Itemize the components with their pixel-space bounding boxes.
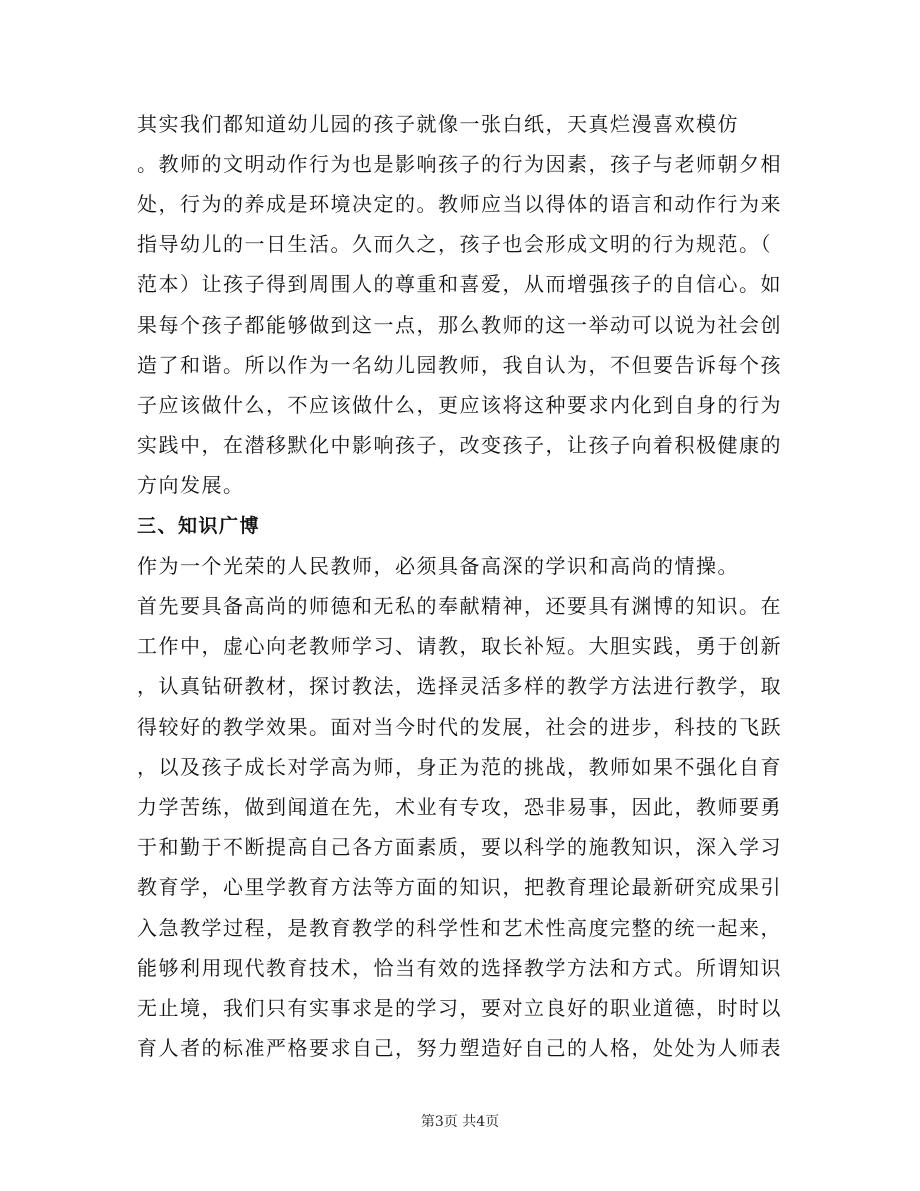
- paragraph-line: 指导幼儿的一日生活。久而久之，孩子也会形成文明的行为规范。（: [137, 232, 772, 256]
- section-heading: 三、知识广博: [137, 515, 261, 537]
- paragraph-line: 子应该做什么，不应该做什么，更应该将这种要求内化到自身的行为: [137, 393, 782, 417]
- paragraph-line: 首先要具备高尚的师德和无私的奉献精神，还要具有渊博的知识。在: [137, 594, 782, 618]
- paragraph-line: 方向发展。: [137, 473, 245, 497]
- paragraph-line: 果每个孩子都能够做到这一点，那么教师的这一举动可以说为社会创: [137, 313, 782, 337]
- paragraph-line: ，以及孩子成长对学高为师，身正为范的挑战，教师如果不强化自育: [137, 755, 782, 779]
- paragraph-line: 育人者的标准严格要求自己，努力塑造好自己的人格，处处为人师表: [137, 1036, 782, 1060]
- paragraph-line: 。教师的文明动作行为也是影响孩子的行为因素，孩子与老师朝夕相: [137, 152, 782, 176]
- paragraph-line: 造了和谐。所以作为一名幼儿园教师，我自认为，不但要告诉每个孩: [137, 353, 782, 377]
- paragraph-line: 能够利用现代教育技术，恰当有效的选择教学方法和方式。所谓知识: [137, 956, 782, 980]
- paragraph-line: 作为一个光荣的人民教师，必须具备高深的学识和高尚的情操。: [137, 554, 739, 578]
- paragraph-line: 于和勤于不断提高自己各方面素质，要以科学的施教知识，深入学习: [137, 835, 782, 859]
- paragraph-line: 实践中，在潜移默化中影响孩子，改变孩子，让孩子向着积极健康的: [137, 433, 782, 457]
- paragraph-line: 教育学，心里学教育方法等方面的知识，把教育理论最新研究成果引: [137, 875, 782, 899]
- paragraph-line: 工作中，虚心向老教师学习、请教，取长补短。大胆实践，勇于创新: [137, 634, 782, 658]
- paragraph-line: 处，行为的养成是环境决定的。教师应当以得体的语言和动作行为来: [137, 192, 782, 216]
- paragraph-line: 范本）让孩子得到周围人的尊重和喜爱，从而增强孩子的自信心。如: [137, 272, 782, 296]
- paragraph-line: 得较好的教学效果。面对当今时代的发展，社会的进步，科技的飞跃: [137, 715, 782, 739]
- paragraph-line: 无止境，我们只有实事求是的学习，要对立良好的职业道德，时时以: [137, 996, 782, 1020]
- paragraph-line: 其实我们都知道幼儿园的孩子就像一张白纸，天真烂漫喜欢模仿: [137, 112, 739, 136]
- paragraph-line: 入急教学过程，是教育教学的科学性和艺术性高度完整的统一起来，: [137, 916, 782, 940]
- page-number-footer: 第3页 共4页: [420, 1114, 500, 1130]
- paragraph-line: 力学苦练，做到闻道在先，术业有专攻，恐非易事，因此，教师要勇: [137, 795, 782, 819]
- paragraph-line: ，认真钻研教材，探讨教法，选择灵活多样的教学方法进行教学，取: [137, 674, 782, 698]
